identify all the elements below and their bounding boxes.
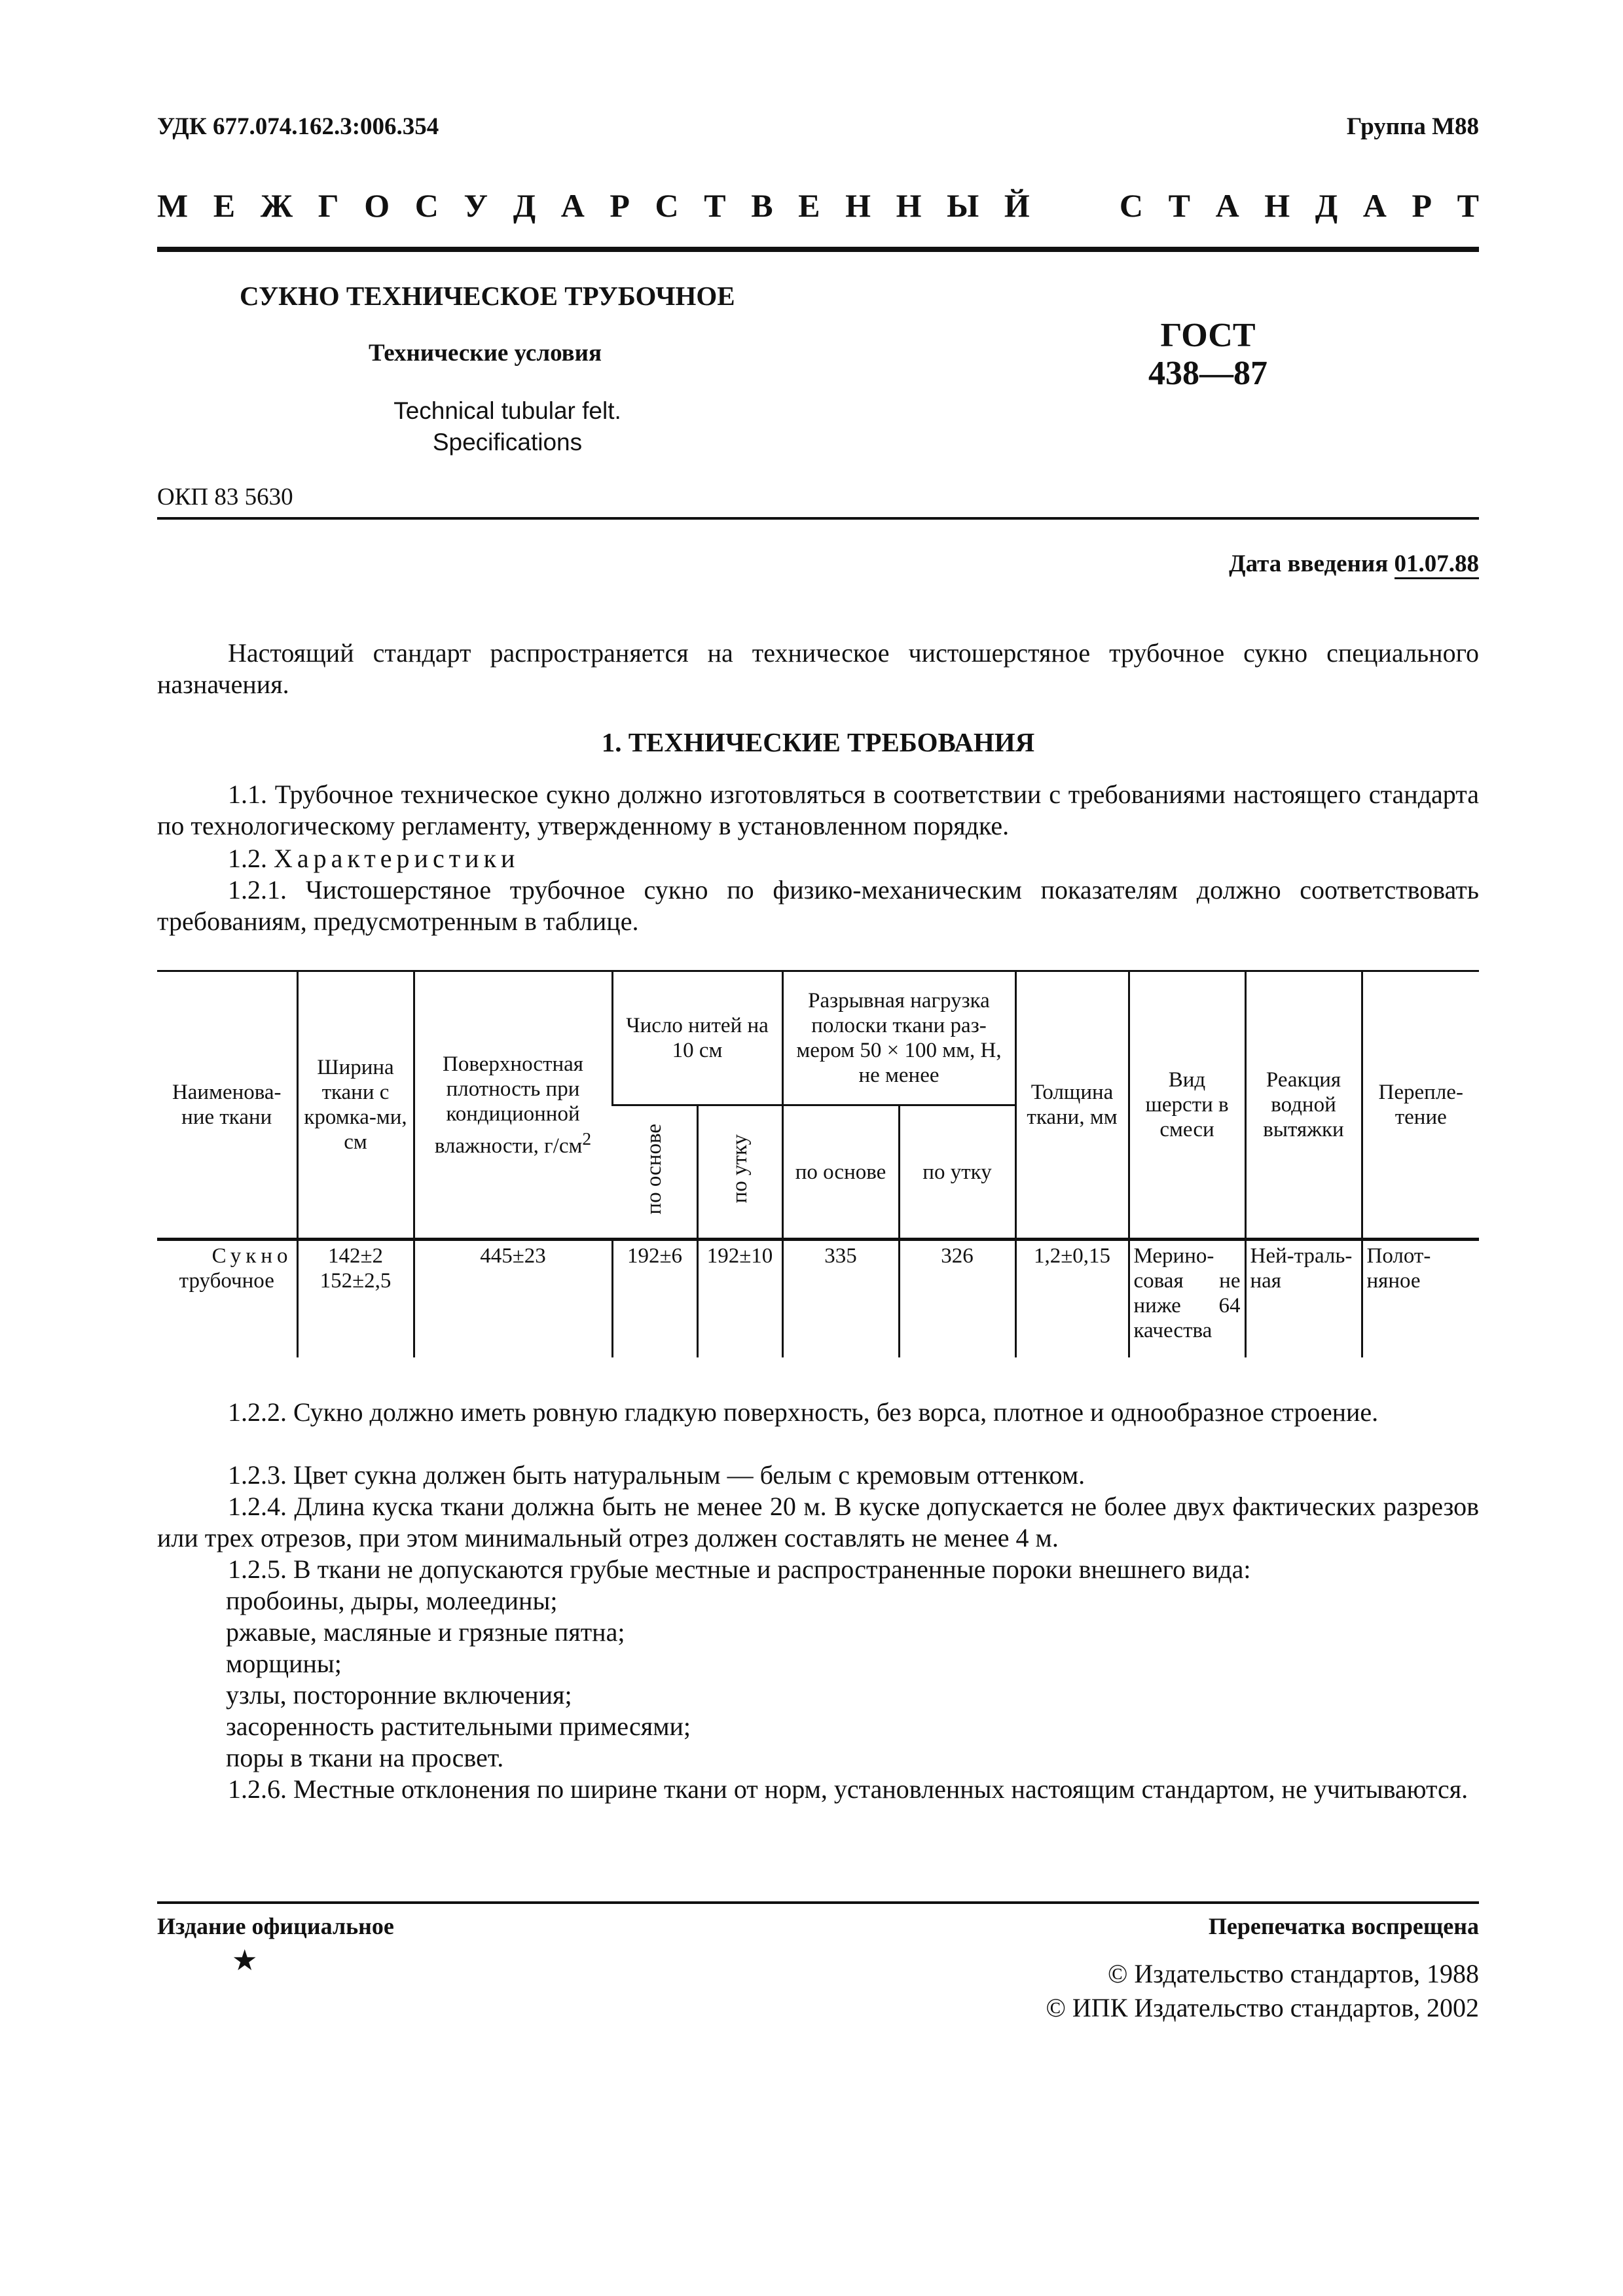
banner-letter: Г [318, 187, 339, 224]
udk-code: УДК 677.074.162.3:006.354 [157, 113, 439, 140]
paragraph-1-2-5: 1.2.5. В ткани не допускаются грубые местные и распространенные пороки внешнего вида: [228, 1554, 1251, 1584]
cell-threads-weft: 192±10 [697, 1240, 782, 1357]
header-threads-weft-text: по утку [728, 1134, 752, 1204]
header-weave: Перепле-тение [1362, 971, 1479, 1240]
reprint-notice: Перепечатка воспрещена [1208, 1913, 1479, 1939]
header-thickness: Толщина ткани, мм [1015, 971, 1129, 1240]
header-threads-warp-text: по основе [642, 1123, 666, 1215]
official-edition-label: Издание официальное [157, 1913, 394, 1939]
intro-paragraph: Настоящий стандарт распространяется на техническое чистошерстяное трубочное сукно специального назначения. [157, 638, 1479, 699]
cell-weave: Полот-няное [1362, 1240, 1479, 1357]
cell-fabric-name-line2: трубочное [179, 1269, 274, 1293]
paragraph-1-2-number: 1.2. [228, 844, 267, 873]
banner-letter: Р [1412, 187, 1432, 224]
middle-rule [157, 517, 1479, 520]
banner-letter: Н [896, 187, 922, 224]
paragraph-1-2-6: 1.2.6. Местные отклонения по ширине ткани от норм, установленных настоящим стандартом, не учитываются. [228, 1774, 1468, 1804]
introduction-date [1229, 550, 1479, 578]
gost-number [1126, 317, 1290, 393]
cell-width [297, 1240, 414, 1357]
banner-letter: Ы [947, 187, 979, 224]
defects-list [226, 1585, 691, 1774]
banner-letter: Д [513, 187, 536, 224]
banner-letter: Д [1315, 187, 1338, 224]
star-icon: ★ [232, 1945, 258, 1977]
date-label: Дата введения [1229, 550, 1389, 577]
cell-width-1: 142±2 [327, 1244, 384, 1268]
header-wool-type: Вид шерсти в смеси [1129, 971, 1245, 1240]
document-subtitle: Технические условия [369, 340, 602, 367]
banner-letter: Т [704, 187, 726, 224]
paragraph-1-1: 1.1. Трубочное техническое сукно должно изготовляться в соответствии с требованиями настоящего стандарта по технологическому регламенту, утвержденному в установленном порядке. [157, 780, 1479, 840]
cell-width-2: 152±2,5 [319, 1269, 392, 1293]
banner-letter: Н [845, 187, 871, 224]
header-reaction: Реакция водной вытяжки [1245, 971, 1362, 1240]
banner-letter: В [751, 187, 773, 224]
list-item: поры в ткани на просвет. [226, 1743, 504, 1772]
cell-fabric-name [157, 1240, 297, 1357]
banner-letter: С [655, 187, 679, 224]
banner-letter: Т [1168, 187, 1190, 224]
banner-letter: О [364, 187, 390, 224]
paragraph-1-2-1: 1.2.1. Чистошерстяное трубочное сукно по физико-механическим показателям должно соответствовать требованиям, предусмотренным в таблице. [157, 875, 1479, 936]
banner-letter: Н [1264, 187, 1290, 224]
copyright-block [1046, 1957, 1479, 2025]
okp-code: ОКП 83 5630 [157, 484, 293, 511]
banner-letter: Р [610, 187, 630, 224]
banner-letter: А [1362, 187, 1387, 224]
english-title [354, 395, 661, 458]
list-item: узлы, посторонние включения; [226, 1680, 572, 1710]
top-rule [157, 247, 1479, 252]
paragraph-1-2 [157, 843, 1479, 874]
header-width: Ширина ткани с кромка-ми, см [297, 971, 414, 1240]
copyright-line1: © Издательство стандартов, 1988 [1107, 1959, 1479, 1988]
header-breaking-load: Разрывная нагрузка полоски ткани раз-мером 50 × 100 мм, Н, не менее [782, 971, 1015, 1105]
list-item: морщины; [226, 1649, 342, 1678]
section-title: 1. ТЕХНИЧЕСКИЕ ТРЕБОВАНИЯ [601, 727, 1035, 757]
banner-letter: Е [213, 187, 236, 224]
header-density [414, 971, 612, 1240]
english-title-line1: Technical tubular felt. [393, 397, 621, 424]
footer-rule [157, 1901, 1479, 1904]
cell-wool-type: Мерино-совая не ниже 64 качества [1129, 1240, 1245, 1357]
table-row [157, 1240, 1479, 1357]
paragraph-1-2-2: 1.2.2. Сукно должно иметь ровную гладкую поверхность, без ворса, плотное и однообразное строение. [228, 1397, 1379, 1427]
banner-letter: А [560, 187, 585, 224]
cell-load-weft: 326 [899, 1240, 1015, 1357]
banner-letter: Й [1004, 187, 1030, 224]
banner-letter: М [157, 187, 189, 224]
banner-letter: Е [798, 187, 820, 224]
banner-letter: У [464, 187, 488, 224]
list-item: пробоины, дыры, молеедины; [226, 1586, 558, 1615]
cell-thickness: 1,2±0,15 [1015, 1240, 1129, 1357]
copyright-line2: © ИПК Издательство стандартов, 2002 [1046, 1993, 1479, 2022]
header-threads: Число нитей на 10 см [612, 971, 782, 1105]
header-load-warp: по основе [782, 1105, 899, 1240]
paragraph-1-2-3: 1.2.3. Цвет сукна должен быть натуральным — белым с кремовым оттенком. [228, 1460, 1085, 1490]
list-item: засоренность растительными примесями; [226, 1712, 691, 1741]
header-load-weft: по утку [899, 1105, 1015, 1240]
cell-fabric-name-line1: Сукно [211, 1244, 293, 1268]
cell-load-warp: 335 [782, 1240, 899, 1357]
gost-code: 438—87 [1148, 355, 1267, 392]
header-density-sup: 2 [582, 1128, 592, 1149]
banner-gap [1055, 187, 1094, 224]
banner-letter: Ж [260, 187, 293, 224]
header-threads-weft [697, 1105, 782, 1240]
header-fabric-name: Наименова-ние ткани [157, 971, 297, 1240]
date-value: 01.07.88 [1395, 550, 1480, 579]
cell-density: 445±23 [414, 1240, 612, 1357]
banner-letter: Т [1457, 187, 1479, 224]
english-title-line2: Specifications [432, 429, 583, 456]
spec-table [157, 970, 1479, 1357]
cell-threads-warp: 192±6 [612, 1240, 697, 1357]
paragraph-1-2-4: 1.2.4. Длина куска ткани должна быть не менее 20 м. В куске допускается не более двух фактических разрезов или трех отрезов, при этом минимальный отрез должен составлять не менее 4 м. [157, 1492, 1479, 1552]
header-density-text: Поверхностная плотность при кондиционной влажности, г/см [434, 1052, 583, 1158]
banner-letter: С [414, 187, 439, 224]
paragraph-1-2-heading: Характеристики [274, 844, 520, 873]
gost-label: ГОСТ [1160, 317, 1256, 354]
standard-banner [157, 187, 1479, 224]
list-item: ржавые, масляные и грязные пятна; [226, 1617, 625, 1647]
banner-letter: С [1119, 187, 1144, 224]
banner-letter: А [1215, 187, 1239, 224]
document-title: СУКНО ТЕХНИЧЕСКОЕ ТРУБОЧНОЕ [240, 281, 735, 311]
group-code: Группа М88 [1346, 113, 1479, 140]
cell-reaction: Ней-траль-ная [1245, 1240, 1362, 1357]
header-threads-warp [612, 1105, 697, 1240]
